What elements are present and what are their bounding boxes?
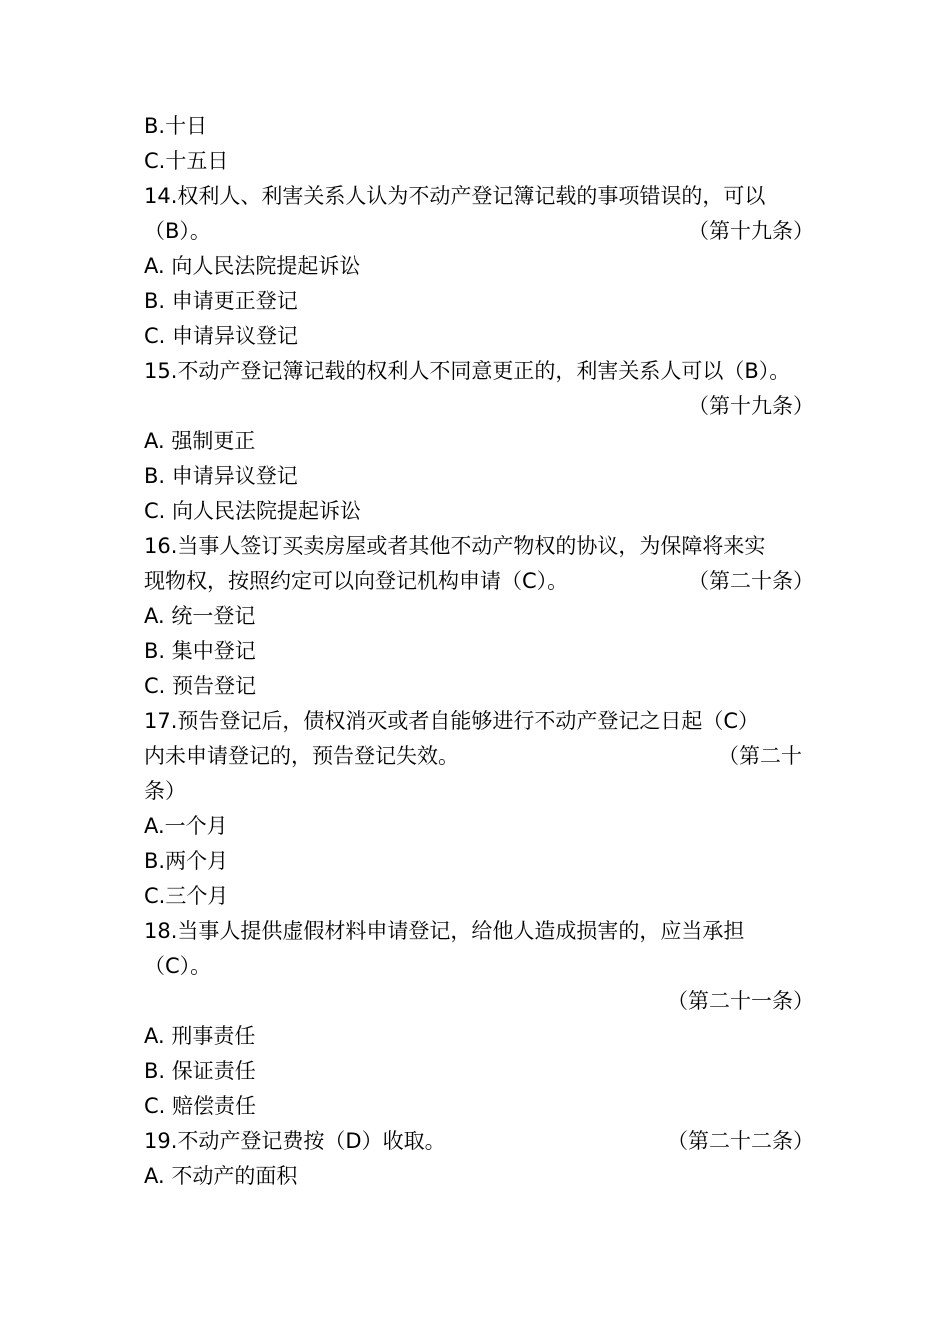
line-text: 现物权，按照约定可以向登记机构申请（C）。 <box>144 569 569 593</box>
line-text: 18.当事人提供虚假材料申请登记，给他人造成损害的，应当承担 <box>144 919 745 943</box>
line-text: C. 预告登记 <box>144 674 257 698</box>
option-line <box>144 1159 814 1194</box>
option-line <box>144 284 814 319</box>
question-line <box>144 914 814 949</box>
option-line <box>144 144 814 179</box>
line-text: C. 申请异议登记 <box>144 324 299 348</box>
option-line <box>144 599 814 634</box>
option-line <box>144 1054 814 1089</box>
line-text: A. 向人民法院提起诉讼 <box>144 254 361 278</box>
question-line <box>144 354 814 389</box>
line-text: A. 不动产的面积 <box>144 1164 298 1188</box>
line-text: B.十日 <box>144 114 208 138</box>
line-text: C.十五日 <box>144 149 229 173</box>
line-text: B.两个月 <box>144 849 229 873</box>
option-line <box>144 459 814 494</box>
article-reference: （第二十一条） <box>667 989 814 1013</box>
question-line <box>144 389 814 424</box>
article-reference: （第二十二条） <box>667 1129 814 1153</box>
line-text: 14.权利人、利害关系人认为不动产登记簿记载的事项错误的，可以 <box>144 184 766 208</box>
option-line <box>144 1089 814 1124</box>
line-text: 17.预告登记后，债权消灭或者自能够进行不动产登记之日起（C） <box>144 709 760 733</box>
option-line <box>144 669 814 704</box>
line-text: 19.不动产登记费按（D）收取。 <box>144 1129 446 1153</box>
line-text: C. 赔偿责任 <box>144 1094 257 1118</box>
line-text: C.三个月 <box>144 884 229 908</box>
line-text: B. 保证责任 <box>144 1059 256 1083</box>
line-text: B. 申请异议登记 <box>144 464 298 488</box>
option-line <box>144 319 814 354</box>
question-line <box>144 1124 814 1159</box>
article-reference: （第二十条） <box>688 569 814 593</box>
line-text: A. 刑事责任 <box>144 1024 256 1048</box>
option-line <box>144 809 814 844</box>
article-reference: （第十九条） <box>688 394 814 418</box>
option-line <box>144 109 814 144</box>
line-text: 15.不动产登记簿记载的权利人不同意更正的，利害关系人可以（B）。 <box>144 359 791 383</box>
line-text: B. 申请更正登记 <box>144 289 298 313</box>
question-line <box>144 949 814 984</box>
option-line <box>144 494 814 529</box>
line-text: 条） <box>144 779 186 803</box>
article-reference: （第十九条） <box>688 219 814 243</box>
question-line <box>144 179 814 214</box>
article-reference: （第二十 <box>718 744 802 768</box>
question-line <box>144 704 814 739</box>
line-text: （B）。 <box>144 219 211 243</box>
option-line <box>144 634 814 669</box>
question-line <box>144 984 814 1019</box>
line-text: A. 强制更正 <box>144 429 256 453</box>
question-line <box>144 214 814 249</box>
question-line <box>144 739 814 774</box>
line-text: B. 集中登记 <box>144 639 256 663</box>
question-line <box>144 774 814 809</box>
line-text: A.一个月 <box>144 814 228 838</box>
line-text: C. 向人民法院提起诉讼 <box>144 499 362 523</box>
option-line <box>144 249 814 284</box>
option-line <box>144 1019 814 1054</box>
option-line <box>144 879 814 914</box>
question-line <box>144 529 814 564</box>
option-line <box>144 424 814 459</box>
line-text: （C）。 <box>144 954 212 978</box>
line-text: A. 统一登记 <box>144 604 256 628</box>
question-line <box>144 564 814 599</box>
line-text: 内未申请登记的，预告登记失效。 <box>144 744 459 768</box>
option-line <box>144 844 814 879</box>
line-text: 16.当事人签订买卖房屋或者其他不动产物权的协议，为保障将来实 <box>144 534 766 558</box>
